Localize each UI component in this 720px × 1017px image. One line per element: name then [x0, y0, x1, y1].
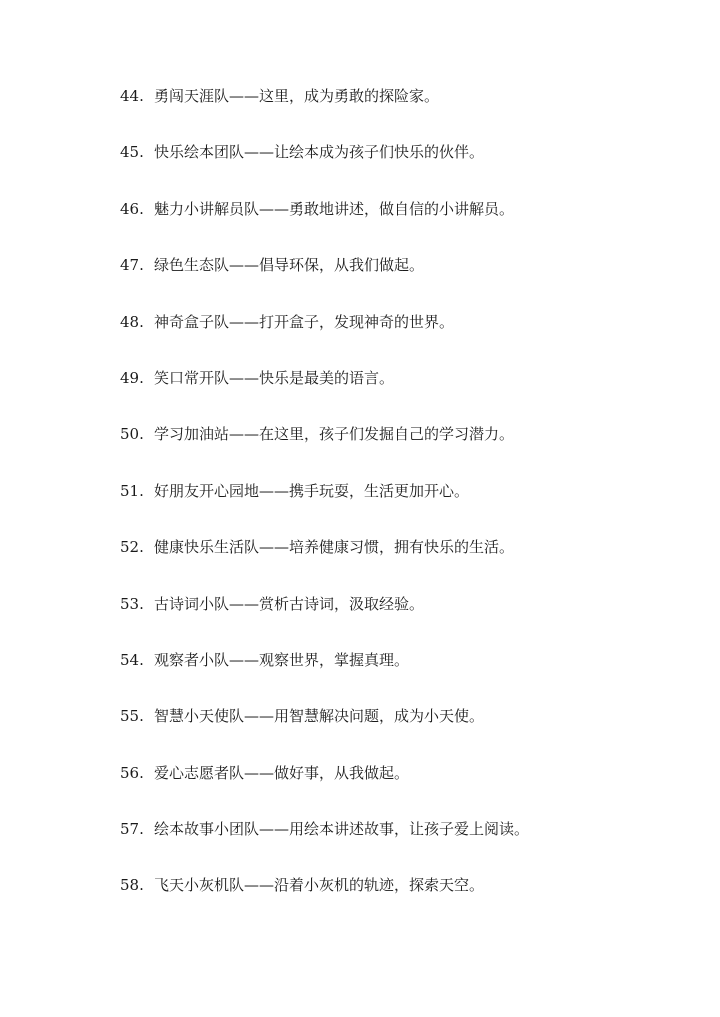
item-text: 好朋友开心园地——携手玩耍，生活更加开心。 [154, 481, 470, 500]
list-item [120, 255, 680, 311]
item-text: 健康快乐生活队——培养健康习惯，拥有快乐的生活。 [154, 538, 515, 557]
item-number: 50. [120, 425, 144, 444]
item-text: 魅力小讲解员队——勇敢地讲述，做自信的小讲解员。 [154, 199, 515, 218]
item-number: 45. [120, 143, 144, 162]
item-text: 观察者小队——观察世界，掌握真理。 [154, 650, 410, 669]
item-number: 53. [120, 594, 144, 613]
item-text: 飞天小灰机队——沿着小灰机的轨迹，探索天空。 [154, 876, 485, 895]
list-item [120, 763, 680, 819]
team-name-list [120, 86, 680, 932]
item-text: 绿色生态队——倡导环保，从我们做起。 [154, 256, 425, 275]
item-number: 58. [120, 876, 144, 895]
item-text: 勇闯天涯队——这里，成为勇敢的探险家。 [154, 87, 440, 105]
list-item [120, 875, 680, 931]
item-text: 学习加油站——在这里，孩子们发掘自己的学习潜力。 [154, 425, 515, 444]
list-item [120, 142, 680, 198]
list-item [120, 199, 680, 255]
item-text: 智慧小天使队——用智慧解决问题，成为小天使。 [154, 707, 485, 726]
list-item [120, 594, 680, 650]
list-item [120, 706, 680, 762]
item-number: 57. [120, 820, 144, 839]
item-text: 绘本故事小团队——用绘本讲述故事，让孩子爱上阅读。 [154, 820, 530, 839]
item-text: 爱心志愿者队——做好事，从我做起。 [154, 763, 410, 782]
item-text: 快乐绘本团队——让绘本成为孩子们快乐的伙伴。 [154, 143, 485, 162]
item-text: 神奇盒子队——打开盒子，发现神奇的世界。 [154, 312, 455, 331]
list-item [120, 368, 680, 424]
item-text: 笑口常开队——快乐是最美的语言。 [154, 368, 395, 387]
item-number: 55. [120, 707, 144, 726]
list-item [120, 537, 680, 593]
item-number: 52. [120, 538, 144, 557]
list-item [120, 312, 680, 368]
item-number: 44. [120, 87, 144, 105]
list-item [120, 481, 680, 537]
item-number: 51. [120, 481, 144, 500]
item-number: 54. [120, 650, 144, 669]
list-item [120, 650, 680, 706]
list-item [120, 424, 680, 480]
item-number: 56. [120, 763, 144, 782]
item-text: 古诗词小队——赏析古诗词，汲取经验。 [154, 594, 425, 613]
list-item [120, 86, 680, 142]
item-number: 46. [120, 199, 144, 218]
item-number: 48. [120, 312, 144, 331]
item-number: 47. [120, 256, 144, 275]
item-number: 49. [120, 368, 144, 387]
list-item [120, 819, 680, 875]
